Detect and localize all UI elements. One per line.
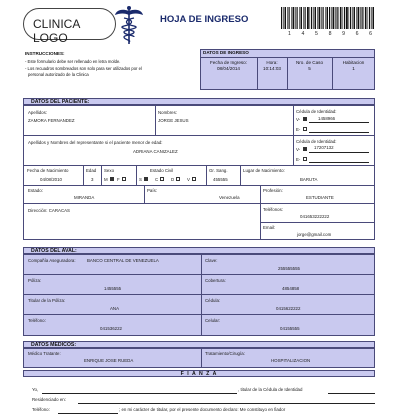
- civil-d-label: D: [171, 177, 175, 182]
- underline: [309, 122, 369, 123]
- aval-telefono-value[interactable]: 041536222: [100, 326, 122, 331]
- poliza-label: Póliza:: [28, 278, 42, 283]
- cedula-label: Cédula de Identidad:: [296, 109, 337, 114]
- fianza-telefono: Teléfono:: [32, 407, 50, 412]
- divider: [23, 294, 375, 295]
- instructions-title: INSTRUCCIONES:: [25, 51, 65, 56]
- poliza-value[interactable]: 1455555: [104, 286, 122, 291]
- nro-caso-label: Nro. de Caso: [295, 60, 324, 65]
- habitacion-label: Habitacion: [342, 60, 365, 65]
- sexo-m-checkbox[interactable]: [110, 177, 114, 181]
- email-label: Email:: [263, 225, 276, 230]
- fianza-residenciado: Residenciado en:: [32, 397, 66, 402]
- civil-s-checkbox[interactable]: [144, 177, 148, 181]
- titular-value[interactable]: ANA: [110, 306, 120, 311]
- telefonos-label: Teléfonos:: [263, 207, 284, 212]
- lugar-nacimiento-value[interactable]: BARUTA: [300, 177, 318, 182]
- divider: [293, 105, 294, 135]
- cobertura-value[interactable]: 4854858: [282, 286, 300, 291]
- section-paciente-title: DATOS DEL PACIENTE:: [23, 98, 375, 105]
- divider: [201, 254, 202, 336]
- divider: [23, 185, 375, 186]
- aval-telefono-label: Teléfono:: [28, 318, 46, 323]
- fecha-ingreso-label: Fecha de Ingreso:: [209, 60, 248, 65]
- divider: [23, 274, 375, 275]
- profesion-value[interactable]: ESTUDIANTE: [306, 195, 334, 200]
- aval-cedula-value[interactable]: 0415622222: [276, 306, 301, 311]
- tratamiento-value[interactable]: HOSPITALIZACION: [271, 358, 311, 363]
- cedula-v-checkbox[interactable]: [303, 117, 307, 121]
- instructions-line: - Los recuadros sombreados son solo para ser utilizados por el: [25, 66, 142, 71]
- civil-s-label: S: [139, 177, 142, 182]
- instructions-line: - Este formulario debe ser rellenado en letra molde.: [25, 59, 121, 64]
- grupo-sanguineo-value[interactable]: 455555: [213, 177, 228, 182]
- barcode-digits: 1 4 5 8 9 6 6: [288, 31, 377, 37]
- sexo-f-label: F: [117, 177, 120, 182]
- section-aval-title: DATOS DEL AVAL:: [23, 247, 375, 254]
- estado-value[interactable]: MIRANDA: [74, 195, 95, 200]
- cedula-e-label: E-: [296, 127, 301, 132]
- civil-v-label: V: [187, 177, 190, 182]
- divider: [260, 185, 261, 240]
- medico-tratante-value[interactable]: ENRIQUE JOSE RUEDA: [84, 358, 134, 363]
- sexo-m-label: M: [104, 177, 108, 182]
- aseguradora-value[interactable]: BANCO CENTRAL DE VENEZUELA: [87, 258, 159, 263]
- rep-cedula-label: Cédula de Identidad:: [296, 139, 337, 144]
- datos-ingreso-title: DATOS DE INGRESO: [203, 50, 249, 55]
- divider: [260, 222, 375, 223]
- clinic-logo: [23, 8, 116, 45]
- representante-label: Apellidos y Nombres del representante si el paciente menor de edad:: [28, 140, 163, 145]
- clave-label: Clave:: [205, 258, 218, 263]
- paciente-box: [23, 105, 375, 240]
- aval-cedula-label: Cédula:: [205, 298, 221, 303]
- aseguradora-label: Compañía Aseguradora:: [28, 258, 76, 263]
- rep-cedula-e-label: E-: [296, 157, 301, 162]
- pais-label: País:: [147, 188, 158, 193]
- fianza-titular-text: , titular de la Cédula de Identidad: [238, 387, 303, 392]
- grupo-sanguineo-label: Gr. Sang.: [209, 168, 228, 173]
- rep-cedula-value[interactable]: 17207132: [314, 145, 334, 150]
- hora-label: Hora:: [266, 60, 278, 65]
- rep-cedula-e-checkbox[interactable]: [303, 157, 307, 161]
- underline: [309, 132, 369, 133]
- civil-d-checkbox[interactable]: [176, 177, 180, 181]
- underline: [309, 162, 369, 163]
- section-medicos-title: DATOS MEDICOS:: [23, 341, 375, 348]
- cedula-value[interactable]: 1458966: [318, 116, 336, 121]
- section-fianza-title: F I A N Z A: [23, 370, 375, 377]
- page-title: HOJA DE INGRESO: [160, 14, 249, 25]
- divider: [144, 185, 145, 203]
- underline: [309, 152, 369, 153]
- civil-c-label: C: [155, 177, 159, 182]
- divider: [155, 105, 156, 135]
- fianza-yo: Yo,: [32, 387, 39, 392]
- divider: [136, 165, 137, 185]
- tratamiento-label: Tratamiento/Cirugía:: [205, 351, 245, 356]
- instructions-line: personal autorizado de la Clinica: [28, 72, 89, 77]
- divider: [83, 165, 84, 185]
- nombres-label: Nombres:: [158, 110, 178, 115]
- sexo-label: Sexo: [104, 168, 115, 173]
- divider: [23, 135, 375, 136]
- fianza-cedula-line[interactable]: [328, 393, 375, 394]
- nombres-value[interactable]: JORGE JESUS: [158, 118, 189, 123]
- aval-celular-label: Celular:: [205, 318, 221, 323]
- nacimiento-label: Fecha de Nacimiento: [27, 168, 69, 173]
- nro-caso-value[interactable]: 5: [308, 66, 311, 71]
- fecha-ingreso-value[interactable]: 08/04/2014: [217, 66, 240, 71]
- habitacion-value[interactable]: 1: [352, 66, 355, 71]
- email-value[interactable]: jorge@gmail.com: [297, 232, 332, 237]
- medicos-box: [23, 348, 375, 368]
- civil-v-checkbox[interactable]: [192, 177, 196, 181]
- divider: [101, 165, 102, 185]
- divider: [240, 165, 241, 185]
- fianza-tail: ; en mi carácter de titular, por el presente documento declaro: Me constituyo en fiador: [119, 407, 286, 412]
- divider: [293, 135, 294, 165]
- cobertura-label: Cobertura:: [205, 278, 226, 283]
- representante-value[interactable]: ADRIANA CANIZALEZ: [133, 149, 178, 154]
- estado-label: Estado:: [28, 188, 43, 193]
- cedula-v-label: V-: [296, 117, 301, 122]
- aval-box: [23, 254, 375, 336]
- estado-civil-label: Estado Civil: [150, 168, 174, 173]
- divider: [206, 165, 207, 185]
- nacimiento-value[interactable]: 04/08/2010: [40, 177, 62, 182]
- direccion-label: Dirección: CARACAS: [28, 208, 70, 213]
- apellidos-value[interactable]: ZAMORA FERNANDEZ: [28, 118, 75, 123]
- caduceus-icon: [114, 4, 144, 46]
- fianza-telefono-line[interactable]: [58, 413, 118, 414]
- hora-value[interactable]: 10:14:03: [263, 66, 281, 71]
- apellidos-label: Apellidos:: [28, 110, 48, 115]
- barcode: [281, 7, 374, 29]
- fianza-name-line[interactable]: [42, 393, 237, 394]
- pais-value[interactable]: Venezuela: [219, 195, 240, 200]
- lugar-nacimiento-label: Lugar de Nacimiento:: [243, 168, 285, 173]
- telefonos-value[interactable]: 041653222222: [300, 214, 330, 219]
- clave-value[interactable]: 255555555: [278, 266, 300, 271]
- fianza-direccion-line[interactable]: [78, 403, 375, 404]
- aval-celular-value[interactable]: 04155555: [280, 326, 300, 331]
- divider: [201, 348, 202, 368]
- clinic-logo-text: CLINICA LOGO: [33, 17, 80, 45]
- cedula-e-checkbox[interactable]: [303, 127, 307, 131]
- divider: [23, 314, 375, 315]
- edad-value[interactable]: 3: [91, 177, 94, 182]
- divider: [23, 203, 375, 204]
- medico-tratante-label: Médico Tratante:: [28, 351, 61, 356]
- rep-cedula-v-label: V-: [296, 147, 301, 152]
- divider: [23, 165, 375, 166]
- rep-cedula-v-checkbox[interactable]: [303, 147, 307, 151]
- profesion-label: Profesión:: [263, 188, 283, 193]
- sexo-f-checkbox[interactable]: [122, 177, 126, 181]
- civil-c-checkbox[interactable]: [160, 177, 164, 181]
- titular-label: Titular de la Póliza:: [28, 298, 66, 303]
- edad-label: Edad: [86, 168, 97, 173]
